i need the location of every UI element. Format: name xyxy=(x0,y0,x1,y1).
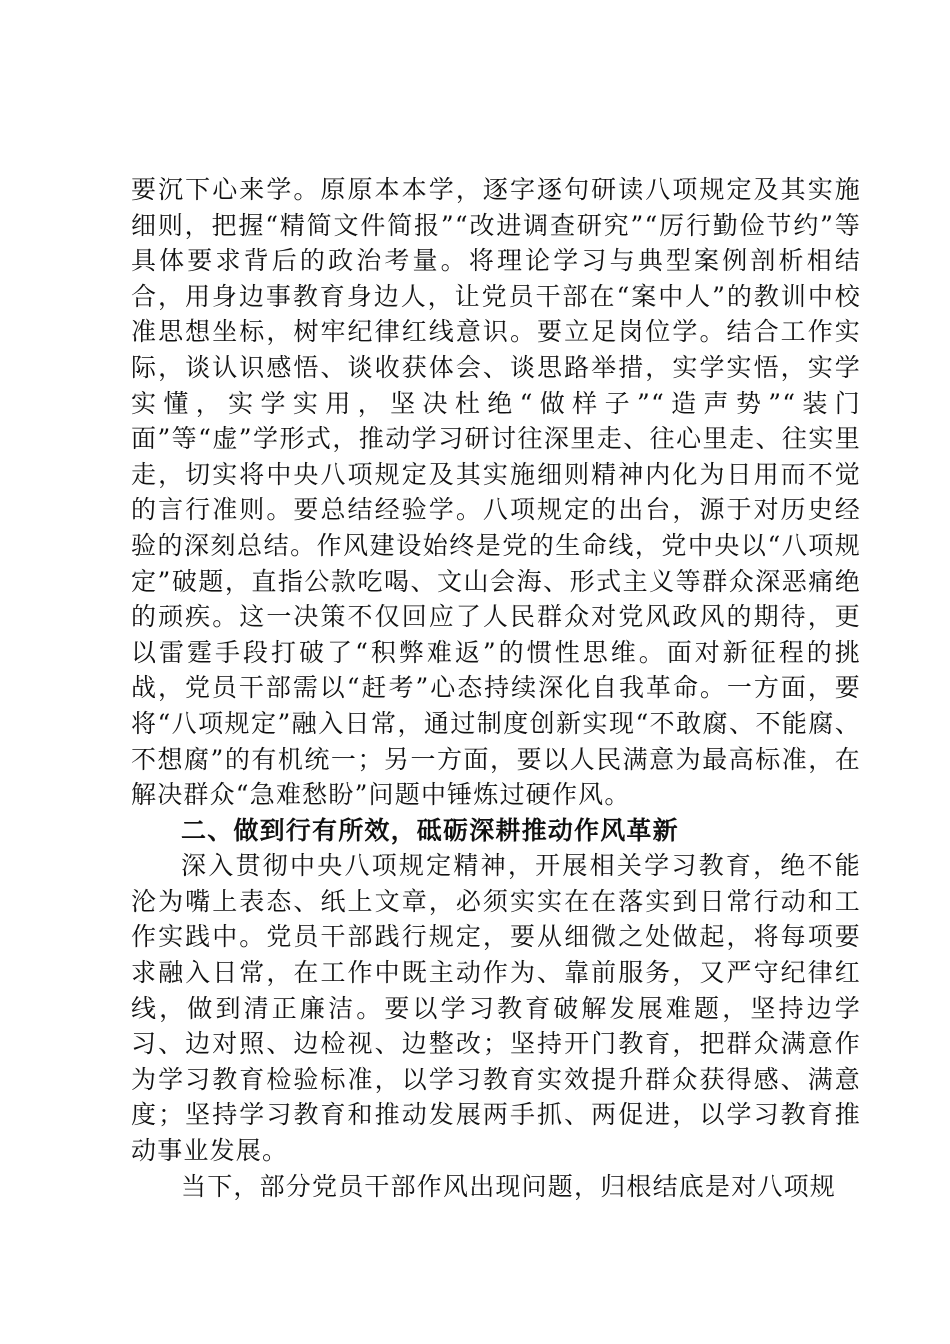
section-heading-2: 二、做到行有所效，砥砺深耕推动作风革新 xyxy=(181,815,679,845)
paragraph-practice: 深入贯彻中央八项规定精神，开展相关学习教育，绝不能沦为嘴上表态、纸上文章，必须实实在在落实到日常行动和工作实践中。党员干部践行规定，要从细微之处做起，将每项要求融入日常，在工作中既主动作为、靠前服务，又严守纪律红线，做到清正廉洁。要以学习教育破解发展难题，坚持边学习、边对照、边检视、边整改；坚持开门教育，把群众满意作为学习教育检验标准，以学习教育实效提升群众获得感、满意度；坚持学习教育和推动发展两手抓、两促进，以学习教育推动事业发展。 xyxy=(131,851,861,1166)
document-body xyxy=(131,172,861,1204)
paragraph-current-issues: 当下，部分党员干部作风出现问题，归根结底是对八项规 xyxy=(181,1171,837,1201)
paragraph-study-methods: 要沉下心来学。原原本本学，逐字逐句研读八项规定及其实施细则，把握“精简文件简报”“改进调查研究”“厉行勤俭节约”等具体要求背后的政治考量。将理论学习与典型案例剖析相结合，用身边事教育身边人，让党员干部在“案中人”的教训中校准思想坐标，树牢纪律红线意识。要立足岗位学。结合工作实际，谈认识感悟、谈收获体会、谈思路举措，实学实悟，实学实懂，实学实用，坚决杜绝“做样子”“造声势”“装门面”等“虚”学形式，推动学习研讨往深里走、往心里走、往实里走，切实将中央八项规定及其实施细则精神内化为日用而不觉的言行准则。要总结经验学。八项规定的出台，源于对历史经验的深刻总结。作风建设始终是党的生命线，党中央以“八项规定”破题，直指公款吃喝、文山会海、形式主义等群众深恶痛绝的顽疾。这一决策不仅回应了人民群众对党风政风的期待，更以雷霆手段打破了“积弊难返”的惯性思维。面对新征程的挑战，党员干部需以“赶考”心态持续深化自我革命。一方面，要将“八项规定”融入日常，通过制度创新实现“不敢腐、不能腐、不想腐”的有机统一；另一方面，要以人民满意为最高标准，在解决群众“急难愁盼”问题中锤炼过硬作风。 xyxy=(131,175,861,810)
